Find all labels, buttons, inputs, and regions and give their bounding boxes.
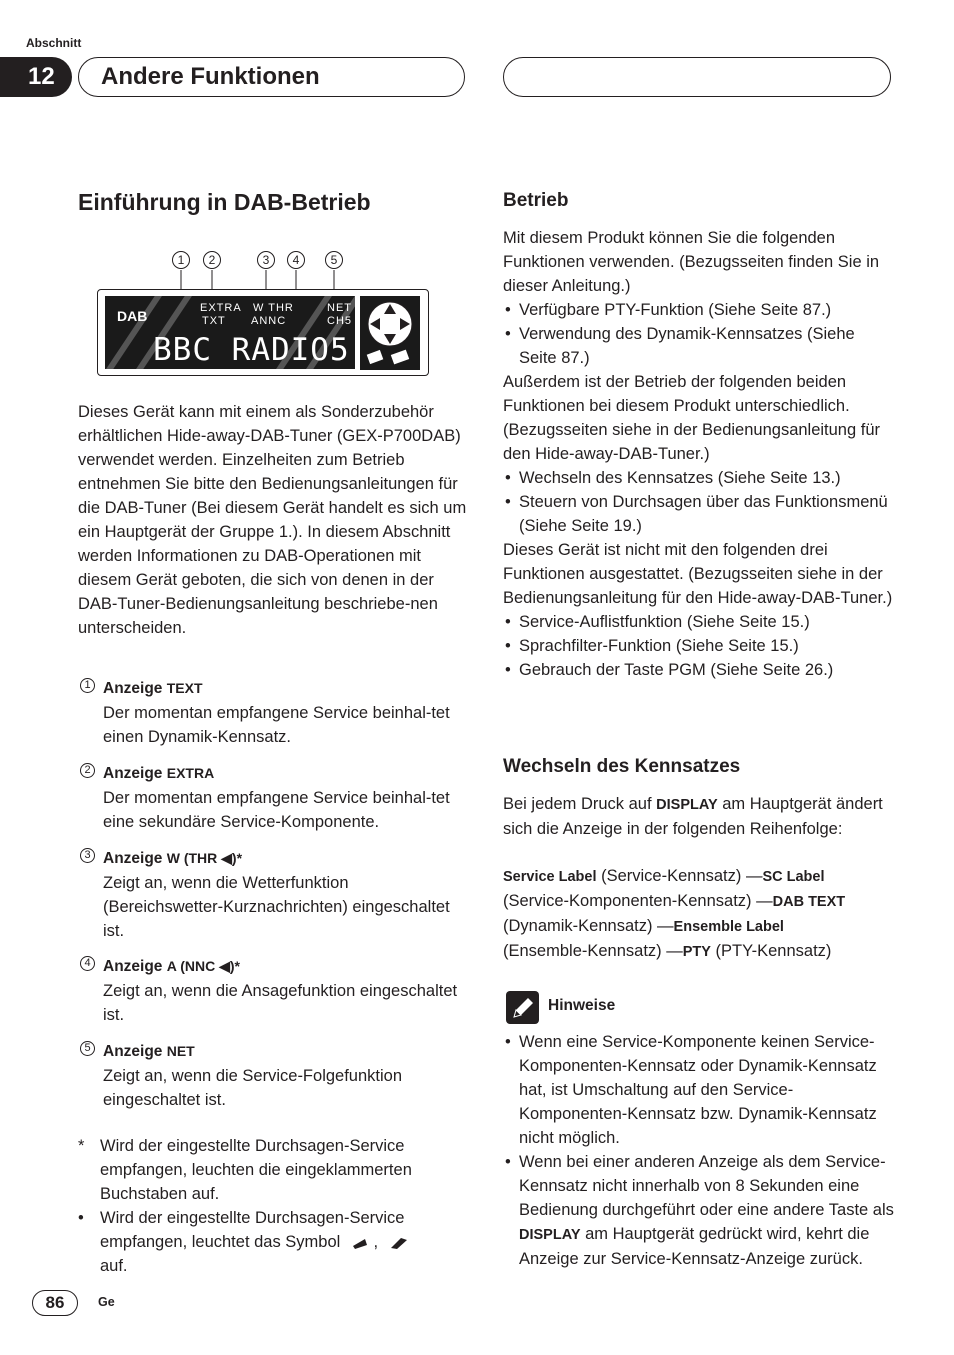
section-label: Abschnitt: [26, 36, 82, 50]
wechseln-text-c: am Hauptgerät ändert sich die Anzeige in der folgenden Reihenfolge:: [503, 795, 883, 838]
note2-text-a: Wenn bei einer anderen Anzeige als dem Service-Kennsatz nicht innerhalb von 8 Sekunden eine Bedienung durchgeführt oder eine andere Taste als: [519, 1153, 894, 1219]
seq-bold: SC Label: [762, 869, 825, 885]
dab-display-figure: [97, 289, 429, 376]
list-item: • Steuern von Durchsagen über das Funktionsmenü (Siehe Seite 19.): [503, 490, 895, 538]
betrieb-list-3: [503, 610, 895, 682]
footnote-star: * Wird der eingestellte Durchsagen-Service empfangen, leuchten die eingeklammerten Buchstaben auf.: [78, 1134, 468, 1206]
item-text: Der momentan empfangene Service beinhal-tet einen Dynamik-Kennsatz.: [103, 704, 450, 746]
footnote-bullet-sep: ,: [373, 1233, 379, 1251]
display-key: DISPLAY: [656, 797, 718, 813]
note2-text-c: am Hauptgerät gedrückt wird, kehrt die Anzeige zur Service-Kennsatz-Anzeige zurück.: [519, 1225, 870, 1268]
indicator-item-4: [78, 954, 468, 1027]
figure-marker-3: 3: [257, 251, 275, 269]
seq-text: (Dynamik-Kennsatz) —: [503, 917, 674, 935]
indicator-item-1: [78, 676, 468, 749]
lcd-dab-label: DAB: [117, 308, 148, 324]
list-item: • Sprachfilter-Funktion (Siehe Seite 15.): [503, 634, 895, 658]
list-item: • Verfügbare PTY-Funktion (Siehe Seite 87.): [503, 298, 895, 322]
lcd-main-text: BBC RADIO5: [153, 332, 350, 368]
lcd-extra: EXTRA: [200, 302, 242, 314]
indicator-item-2: [78, 761, 468, 834]
list-item: • Wechseln des Kennsatzes (Siehe Seite 13.): [503, 466, 895, 490]
figure-marker-4: 4: [287, 251, 305, 269]
display-key: DISPLAY: [519, 1227, 581, 1243]
announcement-icon-a: [351, 1236, 369, 1250]
seq-bold: Service Label: [503, 869, 597, 885]
item-title-cap: EXTRA: [166, 765, 215, 781]
lcd-ch5: CH5: [327, 315, 353, 327]
seq-text: (Service-Komponenten-Kennsatz) —: [503, 892, 773, 910]
indicator-item-5: [78, 1039, 468, 1112]
wechseln-text-a: Bei jedem Druck auf: [503, 795, 657, 813]
intro-paragraph: Dieses Gerät kann mit einem als Sonderzubehör erhältlichen Hide-away-DAB-Tuner (GEX-P700DAB) verwendet werden. Einzelheiten zum Betrieb entnehmen Sie bitte den Bedienungsanleitungen für die DAB-Tuner (Bei diesem Gerät handelt es sich um ein Hauptgerät der Gruppe 1.). In diesem Abschnitt werden Informationen zu DAB-Operationen mit diesem Gerät geboten, die sich von denen in der DAB-Tuner-Bedienungsanleitung beschriebe-nen unterscheiden.: [78, 403, 467, 637]
seq-bold: PTY: [682, 944, 711, 960]
lcd-txt: TXT: [202, 315, 226, 327]
item-number: 1: [80, 678, 95, 693]
footnote-bullet: • Wird der eingestellte Durchsagen-Service empfangen, leuchtet das Symbol , auf.: [78, 1206, 468, 1278]
item-title: Anzeige: [103, 765, 167, 782]
figure-marker-2: 2: [203, 251, 221, 269]
item-text: Zeigt an, wenn die Service-Folgefunktion eingeschaltet ist.: [103, 1067, 402, 1109]
lcd-wthr: W THR: [253, 302, 294, 314]
item-title: Anzeige: [103, 1043, 167, 1060]
betrieb-list-1: [503, 298, 895, 370]
notes-list: [503, 1030, 895, 1271]
list-item: • Verwendung des Dynamik-Kennsatzes (Siehe Seite 87.): [503, 322, 895, 370]
notes-title: Hinweise: [548, 997, 616, 1014]
section-title: Einführung in DAB-Betrieb: [78, 189, 371, 215]
joystick-icon: [360, 296, 420, 370]
item-title: Anzeige: [103, 850, 167, 867]
chapter-number: 12: [0, 57, 72, 97]
item-number: 4: [80, 956, 95, 971]
betrieb-section: [503, 226, 895, 682]
betrieb-title: Betrieb: [503, 190, 569, 211]
item-title-cap: NET: [166, 1043, 195, 1059]
betrieb-para-2: Außerdem ist der Betrieb der folgenden beiden Funktionen bei diesem Produkt unterschiedlich. (Bezugsseiten siehe in der Bedienungsanleitung für den Hide-away-DAB-Tuner.): [503, 373, 881, 463]
item-number: 5: [80, 1041, 95, 1056]
note-item-1: • Wenn eine Service-Komponente keinen Service-Komponenten-Kennsatz oder Dynamik-Kennsatz hat, ist Umschaltung auf den Service-Komponenten-Kennsatz bzw. Dynamik-Kennsatz nicht möglich.: [503, 1030, 895, 1150]
item-text: Der momentan empfangene Service beinhal-tet eine sekundäre Service-Komponente.: [103, 789, 450, 831]
lcd-annc: ANNC: [251, 315, 287, 327]
betrieb-para-3: Dieses Gerät ist nicht mit den folgenden drei Funktionen ausgestattet. (Bezugsseiten siehe in der Bedienungsanleitung für den Hide-away-DAB-Tuner.): [503, 541, 893, 607]
note-pencil-icon: [506, 991, 539, 1024]
language-code: Ge: [98, 1295, 115, 1309]
figure-marker-1: 1: [172, 251, 190, 269]
page-number: 86: [32, 1290, 78, 1316]
seq-text: (PTY-Kennsatz): [710, 942, 832, 960]
wechseln-title: Wechseln des Kennsatzes: [503, 756, 741, 777]
announcement-icon-b: [389, 1236, 409, 1250]
figure-leader-lines: [0, 0, 440, 330]
lcd-screen: [105, 296, 355, 369]
seq-bold: DAB TEXT: [772, 894, 846, 910]
betrieb-para-1: Mit diesem Produkt können Sie die folgenden Funktionen verwenden. (Bezugsseiten finden Sie in dieser Anleitung.): [503, 229, 880, 295]
lcd-net: NET: [327, 302, 352, 314]
seq-text: (Service-Kennsatz) —: [596, 867, 763, 885]
seq-text: (Ensemble-Kennsatz) —: [503, 942, 683, 960]
item-text: Zeigt an, wenn die Wetterfunktion (Bereichswetter-Kurznachrichten) eingeschaltet ist.: [103, 874, 450, 940]
item-title-cap: TEXT: [166, 680, 203, 696]
list-item: • Gebrauch der Taste PGM (Siehe Seite 26.): [503, 658, 895, 682]
item-title-cap: A (NNC ◀)*: [166, 958, 240, 974]
item-number: 3: [80, 848, 95, 863]
figure-marker-5: 5: [325, 251, 343, 269]
header-blank-box: [503, 57, 891, 97]
label-sequence: [503, 864, 895, 964]
betrieb-list-2: [503, 466, 895, 538]
item-title: Anzeige: [103, 958, 167, 975]
footnote-bullet-end: auf.: [100, 1257, 128, 1275]
chapter-title: Andere Funktionen: [78, 57, 465, 97]
item-number: 2: [80, 763, 95, 778]
item-title-cap: W (THR ◀)*: [166, 850, 243, 866]
note-item-2: [503, 1150, 895, 1271]
seq-bold: Ensemble Label: [673, 919, 784, 935]
list-item: • Service-Auflistfunktion (Siehe Seite 15.): [503, 610, 895, 634]
indicator-item-3: [78, 846, 468, 943]
footnote-star-text: Wird der eingestellte Durchsagen-Service empfangen, leuchten die eingeklammerten Buchstaben auf.: [100, 1137, 412, 1203]
item-title: Anzeige: [103, 680, 167, 697]
wechseln-para: [503, 792, 895, 841]
item-text: Zeigt an, wenn die Ansagefunktion eingeschaltet ist.: [103, 982, 458, 1024]
footnote-bullet-text: Wird der eingestellte Durchsagen-Service empfangen, leuchtet das Symbol: [100, 1209, 405, 1251]
